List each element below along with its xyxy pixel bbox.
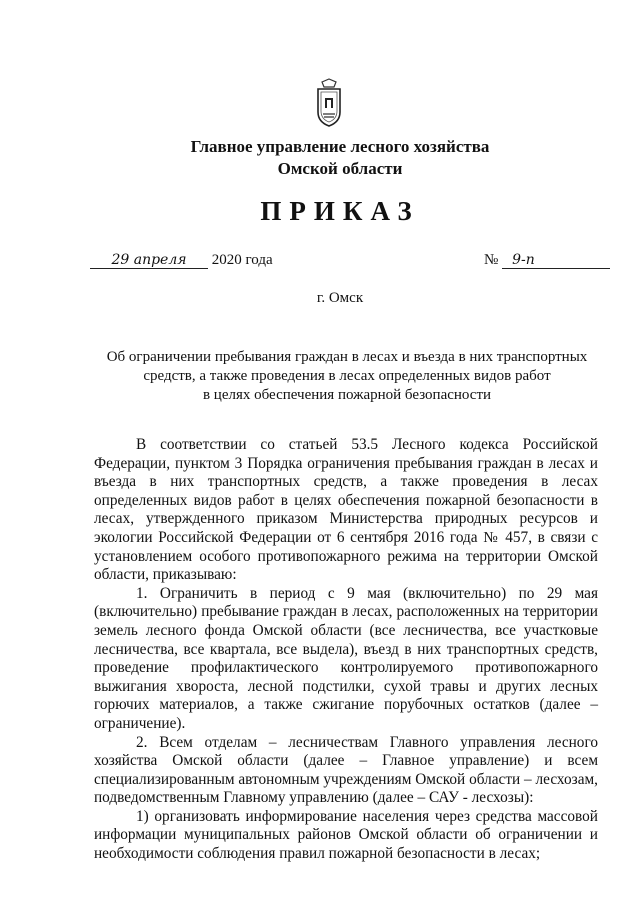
document-year: 2020 года <box>211 252 273 268</box>
organization-name-line1: Главное управление лесного хозяйства <box>190 137 490 156</box>
number-label: № <box>484 252 499 268</box>
subject-line: в целях обеспечения пожарной безопасности <box>202 387 492 403</box>
organization-name-line2: Омской области <box>277 159 403 178</box>
document-city: г. Омск <box>316 290 364 306</box>
preamble-paragraph: В соответствии со статьей 53.5 Лесного кодекса Российской Федерации, пунктом 3 Порядка ограничения пребывания граждан в лесах и въезда в них транспортных средств, а также проведения в лесах определенных видов работ в целях обеспечения пожарной безопасности в лесах, утвержденного приказом Министерства природных ресурсов и экологии Российской Федерации от 6 сентября 2016 года № 457, в связи с установлением особого противопожарного режима на территории Омской области, приказываю: <box>94 436 598 584</box>
omsk-coat-of-arms-icon <box>314 78 344 128</box>
document-subject <box>96 348 598 405</box>
document-type-title: ПРИКАЗ <box>260 196 420 226</box>
handwritten-date: 29 апреля <box>90 252 208 269</box>
handwritten-number: 9-п <box>502 252 610 269</box>
order-item-1: 1. Ограничить в период с 9 мая (включительно) по 29 мая (включительно) пребывание граждан в лесах, расположенных на территории земель лесного фонда Омской области (все лесничества, все участковые лесничества, все квартала, все выдела), въезд в них транспортных средств, проведение профилактического контролируемого противопожарного выжигания хвороста, лесной подстилки, сухой травы и других лесных горючих материалов, а также сжигание порубочных остатков (далее – ограничение). <box>94 584 598 732</box>
order-item-2: 2. Всем отделам – лесничествам Главного управления лесного хозяйства Омской области (далее – Главное управление) и всем специализированным автономным учреждениям Омской области – лесхозам, подведомственным Главному управлению (далее – САУ - лесхозы): <box>94 733 598 807</box>
subject-line: средств, а также проведения в лесах определенных видов работ <box>143 368 551 384</box>
subject-line: Об ограничении пребывания граждан в лесах и въезда в них транспортных <box>106 349 588 365</box>
document-body <box>94 436 598 864</box>
document-date <box>90 252 273 269</box>
document-number <box>484 252 610 269</box>
order-item-2-1: 1) организовать информирование населения через средства массовой информации муниципальных районов Омской области об ограничении и необходимости соблюдения правил пожарной безопасности в лесах; <box>94 807 598 863</box>
